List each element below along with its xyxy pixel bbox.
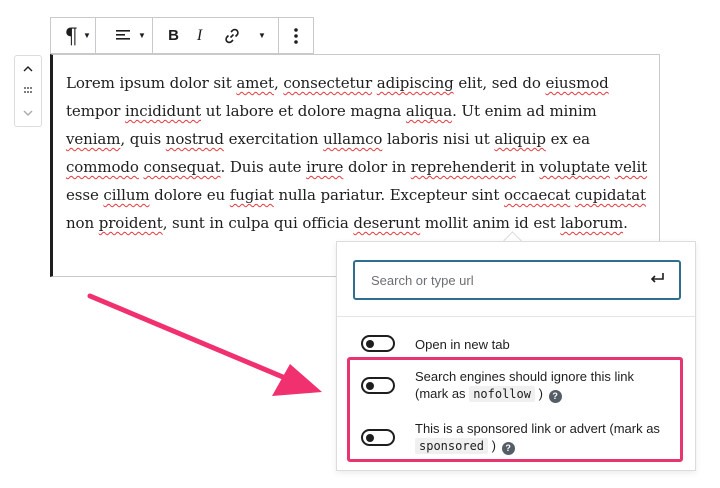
more-formats-dropdown-icon[interactable]: ▼ <box>258 31 266 40</box>
italic-button[interactable]: I <box>196 26 203 44</box>
sponsored-label: This is a sponsored link or advert (mark as sponsored ) ? <box>415 421 660 453</box>
bold-button[interactable]: B <box>168 27 179 44</box>
align-dropdown-icon[interactable]: ▼ <box>138 31 146 40</box>
paragraph-icon[interactable]: ¶ <box>64 23 78 48</box>
new-tab-label: Open in new tab <box>415 337 510 352</box>
help-icon[interactable]: ? <box>549 390 562 403</box>
nofollow-label: Search engines should ignore this link (mark as nofollow ) ? <box>415 369 634 401</box>
block-type-dropdown-icon[interactable]: ▼ <box>83 31 91 40</box>
paragraph-text[interactable]: Lorem ipsum dolor sit amet, consectetur adipiscing elit, sed do eiusmod tempor incididunt ut labore et dolore magna aliqua. Ut enim ad minim veniam, quis nostrud exercitation ullamco laboris nisi ut aliquip ex ea commodo consequat. Duis aute irure dolor in reprehenderit in voluptate velit esse cillum dolore eu fugiat nulla pariatur. Excepteur sint occaecat cupidatat non proident, sunt in culpa qui officia deserunt mollit anim id est laborum. <box>66 74 648 232</box>
nofollow-code: nofollow <box>469 386 535 402</box>
sponsored-code: sponsored <box>415 438 488 454</box>
help-icon[interactable]: ? <box>502 442 515 455</box>
